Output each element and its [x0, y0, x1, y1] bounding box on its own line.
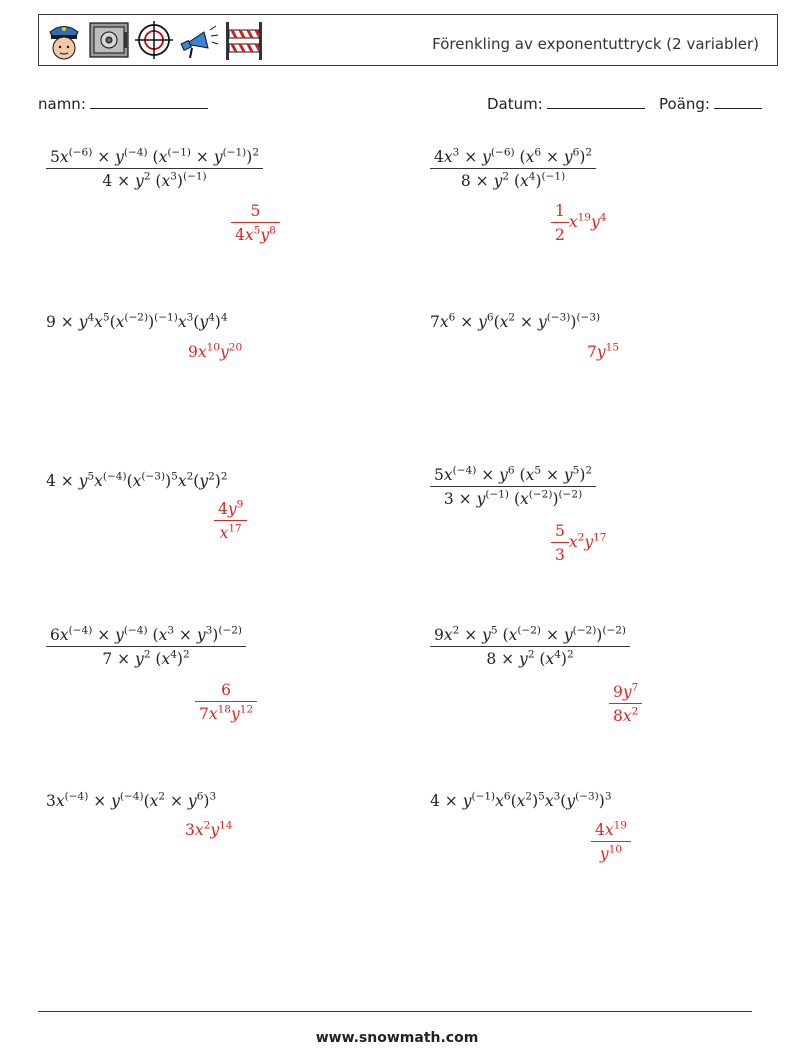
problem-7 [46, 626, 246, 668]
problem-1-fraction: $\frac{5x^{(-6)} \times y^{(-4)} (x^{(-1)} \times y^{(-1)})^2}{4 \times y^2 (x^3)^{(-1)}}$ [46, 148, 263, 190]
answer-4: $7y^{15}$ [587, 341, 620, 361]
name-label: namn: [38, 95, 86, 113]
problem-10: $4 \times y^{(-1)}x^6(x^2)^5x^3(y^{(-3)})^3$ [430, 790, 612, 810]
answer-10: $\frac{4x^{19}}{y^{10}}$ [591, 821, 631, 863]
problem-8 [430, 626, 630, 668]
problem-6 [430, 466, 596, 508]
problem-1 [46, 148, 263, 190]
answer-3: $9x^{10}y^{20}$ [188, 341, 243, 361]
problem-3: $9 \times y^4x^5(x^{(-2)})^{(-1)}x^3(y^4)^4$ [46, 311, 228, 331]
problem-6-fraction: $\frac{5x^{(-4)} \times y^6 (x^5 \times y^5)^2}{3 \times y^{(-1)} (x^{(-2)})^{(-2)}}$ [430, 466, 596, 508]
answer-1: $\frac{5}{4x^5y^8}$ [231, 202, 280, 244]
problem-8-fraction: $\frac{9x^2 \times y^5 (x^{(-2)} \times y^{(-2)})^{(-2)}}{8 \times y^2 (x^4)^2}$ [430, 626, 630, 668]
answer-8: $\frac{9y^7}{8x^2}$ [609, 683, 642, 725]
problem-7-fraction: $\frac{6x^{(-4)} \times y^{(-4)} (x^3 \times y^3)^{(-2)}}{7 \times y^2 (x^4)^2}$ [46, 626, 246, 668]
footer-url[interactable]: www.snowmath.com [315, 1030, 479, 1046]
answer-7: $\frac{6}{7x^{18}y^{12}}$ [195, 681, 257, 723]
problem-9: $3x^{(-4)} \times y^{(-4)}(x^2 \times y^6)^3$ [46, 790, 217, 810]
problem-2 [430, 148, 596, 190]
problem-5: $4 \times y^5x^{(-4)}(x^{(-3)})^5x^2(y^2)^2$ [46, 470, 228, 490]
worksheet-title: Förenkling av exponentuttryck (2 variabler) [432, 35, 759, 53]
answer-6: $\frac{5}{3}$ $x^2y^{17}$ [551, 522, 606, 564]
answer-5: $\frac{4y^9}{x^{17}}$ [214, 500, 247, 542]
score-label: Poäng: [659, 95, 710, 113]
answer-2: $\frac{1}{2}$ $x^{19}y^4$ [551, 202, 606, 244]
answer-9: $3x^2y^{14}$ [185, 819, 233, 839]
problem-4: $7x^6 \times y^6(x^2 \times y^{(-3)})^{(-3)}$ [430, 311, 601, 331]
footer-divider [38, 1011, 752, 1012]
problem-2-fraction: $\frac{4x^3 \times y^{(-6)} (x^6 \times y^6)^2}{8 \times y^2 (x^4)^{(-1)}}$ [430, 148, 596, 190]
date-label: Datum: [487, 95, 543, 113]
